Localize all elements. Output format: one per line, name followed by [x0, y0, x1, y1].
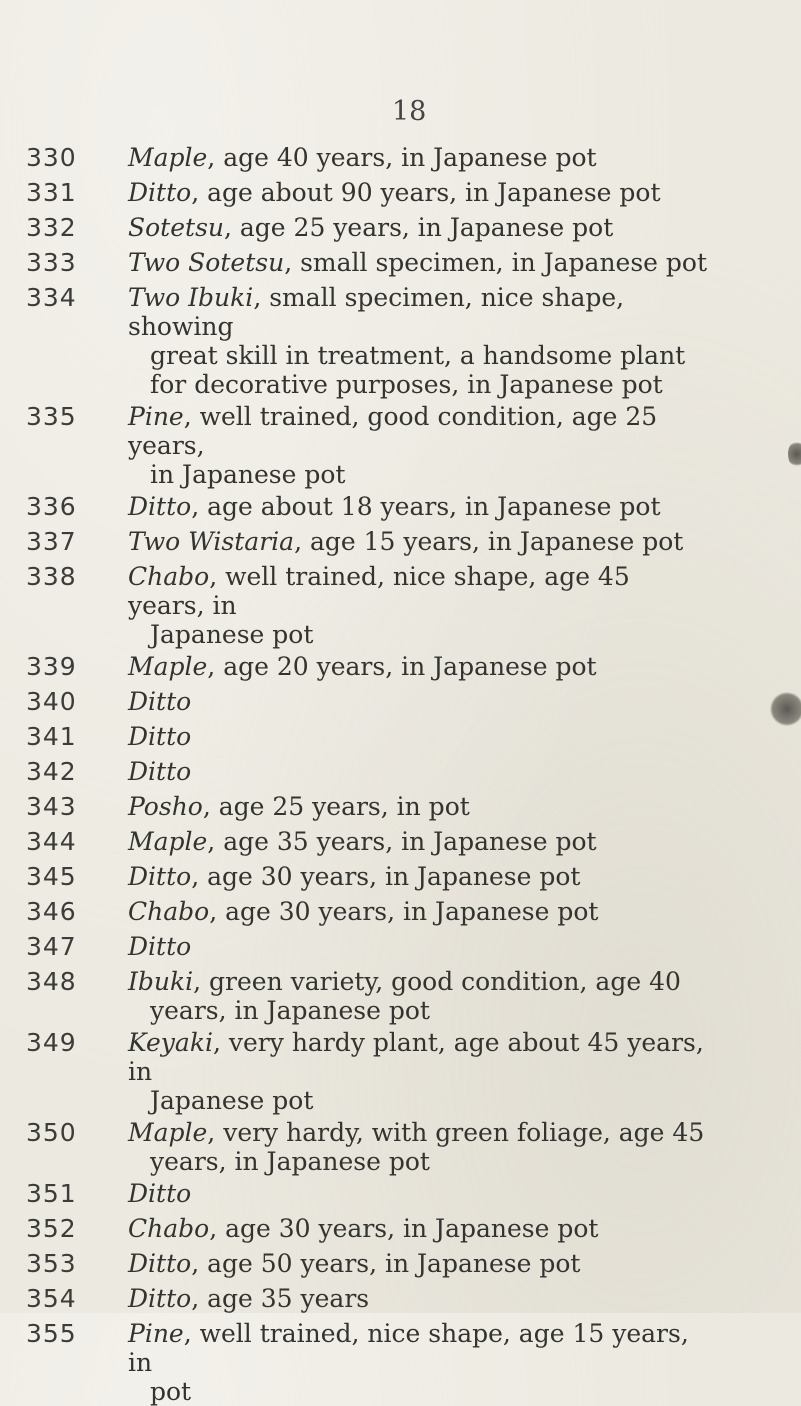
lot-description — [128, 1246, 708, 1278]
plant-name: Two Wistaria — [128, 527, 295, 556]
lot-number: 345 — [26, 862, 77, 891]
lot-number: 353 — [26, 1249, 77, 1278]
plant-name: Maple — [128, 143, 208, 172]
lot-number: 339 — [26, 652, 77, 681]
lot-description — [128, 859, 708, 891]
plant-name: Chabo — [128, 897, 210, 926]
plant-name: Posho — [128, 792, 203, 821]
lot-description — [128, 245, 708, 277]
lot-entry — [0, 524, 801, 559]
lot-number: 337 — [26, 527, 77, 556]
lot-description — [128, 1025, 708, 1115]
plant-name: Pine — [128, 402, 184, 431]
lot-entry — [0, 210, 801, 245]
plant-name: Ditto — [128, 722, 192, 751]
lot-details: , age 30 years, in Japanese pot — [191, 862, 581, 891]
lot-details: , small specimen, nice shape, showing — [128, 283, 625, 341]
lot-details: , age about 90 years, in Japanese pot — [191, 178, 661, 207]
lot-number: 334 — [26, 283, 77, 312]
lot-entry — [0, 894, 801, 929]
plant-name: Maple — [128, 827, 208, 856]
lot-details: , age 40 years, in Japanese pot — [207, 143, 597, 172]
lot-description — [128, 1176, 708, 1208]
lot-details: , well trained, nice shape, age 15 years, in — [128, 1319, 689, 1377]
lot-details-continued: great skill in treatment, a handsome plant for decorative purposes, in Japanese pot — [150, 341, 686, 399]
lot-entry — [0, 489, 801, 524]
lot-number: 352 — [26, 1214, 77, 1243]
lot-number: 355 — [26, 1319, 77, 1348]
lot-description — [128, 1115, 708, 1176]
lot-description — [128, 894, 708, 926]
lot-number: 347 — [26, 932, 77, 961]
lot-number: 335 — [26, 402, 77, 431]
lot-entry — [0, 245, 801, 280]
lot-entry — [0, 824, 801, 859]
lot-details: , very hardy plant, age about 45 years, in — [128, 1028, 704, 1086]
plant-name: Ditto — [128, 862, 192, 891]
plant-name: Keyaki — [128, 1028, 213, 1057]
lot-number: 351 — [26, 1179, 77, 1208]
lot-details: , very hardy, with green foliage, age 45 — [207, 1118, 705, 1147]
lot-details: , age about 18 years, in Japanese pot — [191, 492, 661, 521]
lot-entry — [0, 1281, 801, 1316]
lot-entry — [0, 684, 801, 719]
plant-name: Maple — [128, 1118, 208, 1147]
lot-entry — [0, 175, 801, 210]
lot-details-continued: pot — [150, 1377, 192, 1406]
lot-details: , age 25 years, in Japanese pot — [224, 213, 614, 242]
lot-entry — [0, 964, 801, 1025]
lot-details: , age 20 years, in Japanese pot — [207, 652, 597, 681]
plant-name: Chabo — [128, 1214, 210, 1243]
lot-entry — [0, 1025, 801, 1115]
lot-details: , age 15 years, in Japanese pot — [294, 527, 684, 556]
lot-details-continued: Japanese pot — [150, 1086, 314, 1115]
lot-entry — [0, 1246, 801, 1281]
lot-description — [128, 210, 708, 242]
lot-description — [128, 1281, 708, 1313]
lot-number: 341 — [26, 722, 77, 751]
lot-number: 350 — [26, 1118, 77, 1147]
lot-description — [128, 929, 708, 961]
lot-details: , green variety, good condition, age 40 — [193, 967, 681, 996]
lot-number: 331 — [26, 178, 77, 207]
lot-description — [128, 1211, 708, 1243]
lot-number: 333 — [26, 248, 77, 277]
lot-entry — [0, 1176, 801, 1211]
lot-description — [128, 175, 708, 207]
lot-details: , small specimen, in Japanese pot — [284, 248, 708, 277]
lot-description — [128, 524, 708, 556]
lot-entry — [0, 280, 801, 399]
lot-description — [128, 684, 708, 716]
lot-number: 349 — [26, 1028, 77, 1057]
lot-details: , well trained, nice shape, age 45 years, in — [128, 562, 630, 620]
plant-name: Maple — [128, 652, 208, 681]
lot-number: 330 — [26, 143, 77, 172]
plant-name: Pine — [128, 1319, 184, 1348]
page-number: 18 — [392, 96, 427, 127]
lot-entry — [0, 929, 801, 964]
plant-name: Ditto — [128, 1284, 192, 1313]
lot-description — [128, 399, 708, 489]
lot-entry — [0, 559, 801, 649]
plant-name: Ibuki — [128, 967, 194, 996]
lot-entry — [0, 1115, 801, 1176]
lot-details: , age 35 years, in Japanese pot — [207, 827, 597, 856]
plant-name: Chabo — [128, 562, 210, 591]
lot-details: , age 25 years, in pot — [202, 792, 470, 821]
lot-number: 332 — [26, 213, 77, 242]
lot-description — [128, 964, 708, 1025]
lot-details: , age 30 years, in Japanese pot — [209, 1214, 599, 1243]
lot-description — [128, 489, 708, 521]
plant-name: Ditto — [128, 178, 192, 207]
lot-details: , age 50 years, in Japanese pot — [191, 1249, 581, 1278]
lot-details: , age 35 years — [191, 1284, 370, 1313]
plant-name: Ditto — [128, 932, 192, 961]
lot-details: , age 30 years, in Japanese pot — [209, 897, 599, 926]
lot-description — [128, 824, 708, 856]
lot-number: 336 — [26, 492, 77, 521]
lot-description — [128, 649, 708, 681]
lot-details-continued: in Japanese pot — [150, 460, 346, 489]
lot-details-continued: Japanese pot — [150, 620, 314, 649]
lot-entry — [0, 649, 801, 684]
lot-description — [128, 559, 708, 649]
lot-details-continued: years, in Japanese pot — [150, 1147, 430, 1176]
lot-entry — [0, 1316, 801, 1406]
lot-number: 343 — [26, 792, 77, 821]
plant-name: Ditto — [128, 1249, 192, 1278]
lot-number: 344 — [26, 827, 77, 856]
lot-entry — [0, 399, 801, 489]
lot-entry — [0, 789, 801, 824]
lot-description — [128, 1316, 708, 1406]
lot-list — [0, 140, 801, 1406]
lot-entry — [0, 719, 801, 754]
lot-entry — [0, 859, 801, 894]
plant-name: Ditto — [128, 1179, 192, 1208]
plant-name: Two Ibuki — [128, 283, 254, 312]
lot-details: , well trained, good condition, age 25 years, — [128, 402, 658, 460]
lot-description — [128, 789, 708, 821]
lot-description — [128, 754, 708, 786]
lot-description — [128, 719, 708, 751]
lot-entry — [0, 1211, 801, 1246]
lot-number: 342 — [26, 757, 77, 786]
lot-number: 340 — [26, 687, 77, 716]
lot-number: 346 — [26, 897, 77, 926]
plant-name: Sotetsu — [128, 213, 224, 242]
lot-entry — [0, 140, 801, 175]
plant-name: Ditto — [128, 687, 192, 716]
plant-name: Ditto — [128, 757, 192, 786]
lot-description — [128, 280, 708, 399]
plant-name: Ditto — [128, 492, 192, 521]
lot-entry — [0, 754, 801, 789]
lot-details-continued: years, in Japanese pot — [150, 996, 430, 1025]
lot-number: 348 — [26, 967, 77, 996]
plant-name: Two Sotetsu — [128, 248, 285, 277]
lot-number: 338 — [26, 562, 77, 591]
lot-number: 354 — [26, 1284, 77, 1313]
lot-description — [128, 140, 708, 172]
